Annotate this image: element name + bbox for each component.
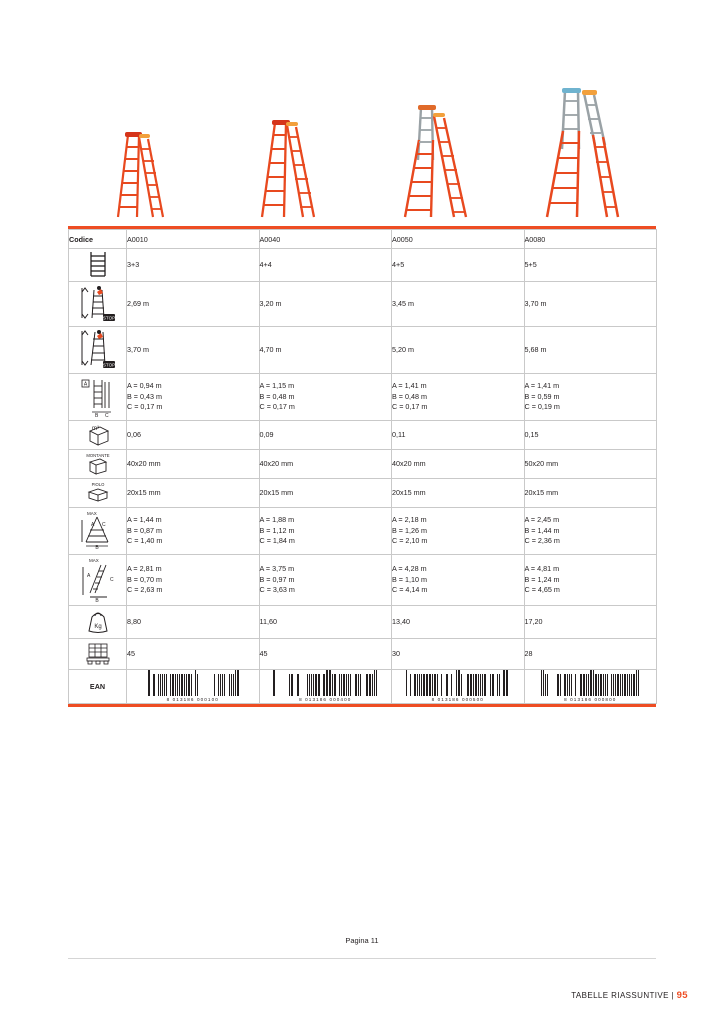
value-text: C = 1,40 m <box>127 536 163 546</box>
value-text: A = 2,45 m <box>524 515 560 525</box>
value-text: B = 1,12 m <box>259 525 295 535</box>
svg-text:C: C <box>109 577 114 583</box>
table-row <box>69 327 657 374</box>
value-text: 11,60 <box>259 616 277 626</box>
cell-value <box>259 508 392 555</box>
table-row <box>69 555 657 606</box>
svg-text:A: A <box>86 573 90 579</box>
cell-value <box>127 421 260 450</box>
cell-value <box>259 606 392 639</box>
header-code-a0050: A0050 <box>392 230 525 249</box>
ladder-illustration <box>537 85 629 225</box>
value-text: C = 0,19 m <box>524 402 560 412</box>
table-row <box>69 606 657 639</box>
header-code-a0080: A0080 <box>524 230 657 249</box>
value-text: 2,69 m <box>127 298 149 308</box>
value-text: A = 1,15 m <box>259 381 295 391</box>
ean-label: EAN <box>69 670 127 704</box>
cell-value <box>392 327 525 374</box>
cell-value <box>524 508 657 555</box>
barcode-number: 8 013186 000800 <box>564 697 617 702</box>
svg-text:B: B <box>94 545 99 551</box>
svg-text:B: B <box>94 598 99 603</box>
table-bottom-rule <box>68 704 656 707</box>
cell-value <box>524 282 657 327</box>
ladder-a0050-image <box>362 80 509 225</box>
product-image-row <box>68 80 656 225</box>
cell-value <box>524 606 657 639</box>
footer-section <box>571 990 688 1001</box>
value-text: C = 3,63 m <box>259 585 295 595</box>
cell-value <box>127 450 260 479</box>
cell-value <box>524 639 657 670</box>
value-text: C = 4,65 m <box>524 585 560 595</box>
table-row <box>69 508 657 555</box>
cell-value <box>524 479 657 508</box>
cell-value <box>127 479 260 508</box>
specification-table <box>68 226 656 707</box>
cell-value <box>127 374 260 421</box>
barcode-number: 8 013186 000500 <box>431 697 484 702</box>
value-text: A = 2,81 m <box>127 564 162 574</box>
cell-value <box>127 249 260 282</box>
cell-value <box>259 479 392 508</box>
value-text: 0,15 <box>524 429 539 439</box>
value-text: B = 0,59 m <box>524 391 560 401</box>
value-text: 0,06 <box>127 429 141 439</box>
value-text: B = 0,97 m <box>259 574 295 584</box>
ean-barcode-a0080 <box>524 670 657 704</box>
cell-value <box>259 374 392 421</box>
cell-value <box>392 555 525 606</box>
cubic-meter-icon <box>69 421 127 450</box>
montante-profile-icon <box>69 450 127 479</box>
value-text: B = 0,70 m <box>127 574 162 584</box>
value-text: 17,20 <box>524 616 543 626</box>
value-text: C = 2,63 m <box>127 585 163 595</box>
ladder-a0080-image <box>509 80 656 225</box>
cell-value <box>259 327 392 374</box>
cell-value <box>259 421 392 450</box>
cell-value <box>524 421 657 450</box>
value-text: B = 1,24 m <box>524 574 560 584</box>
table-row <box>69 249 657 282</box>
barcode-bars <box>541 670 640 696</box>
table-row-ean <box>69 670 657 704</box>
value-text: A = 1,41 m <box>524 381 560 391</box>
footer-page-number: 95 <box>676 990 688 1001</box>
value-text: C = 0,17 m <box>127 402 163 412</box>
barcode-number: 8 013186 000400 <box>299 697 352 702</box>
cell-value <box>392 282 525 327</box>
cell-value <box>127 555 260 606</box>
cell-value <box>524 327 657 374</box>
value-text: B = 0,43 m <box>127 391 162 401</box>
weight-kg-icon <box>69 606 127 639</box>
value-text: C = 4,14 m <box>392 585 428 595</box>
svg-text:MAX: MAX <box>88 558 99 563</box>
header-code-a0040: A0040 <box>259 230 392 249</box>
value-text: B = 1,26 m <box>392 525 427 535</box>
cell-value <box>524 374 657 421</box>
svg-text:STOP: STOP <box>102 315 115 321</box>
table-row <box>69 421 657 450</box>
svg-text:Kg: Kg <box>93 624 102 630</box>
svg-text:STOP: STOP <box>102 362 115 368</box>
value-text: B = 1,10 m <box>392 574 427 584</box>
value-text: 28 <box>524 648 533 658</box>
ladder-a0040-image <box>215 80 362 225</box>
value-text: 3+3 <box>127 259 140 269</box>
value-text: 20x15 mm <box>127 487 161 497</box>
cell-value <box>259 249 392 282</box>
svg-text:PIOLO: PIOLO <box>91 482 104 487</box>
value-text: 50x20 mm <box>524 458 559 468</box>
cell-value <box>127 508 260 555</box>
ladder-extended-stop-icon <box>69 327 127 374</box>
value-text: 0,09 <box>259 429 274 439</box>
cell-value <box>259 450 392 479</box>
value-text: A = 0,94 m <box>127 381 162 391</box>
ladder-closed-stop-icon <box>69 282 127 327</box>
value-text: 4+5 <box>392 259 405 269</box>
barcode <box>406 670 509 702</box>
ladder-steps-icon <box>69 249 127 282</box>
cell-value <box>392 479 525 508</box>
table-row <box>69 450 657 479</box>
value-text: B = 0,87 m <box>127 525 162 535</box>
cell-value <box>259 555 392 606</box>
value-text: 0,11 <box>392 429 406 439</box>
value-text: 4+4 <box>259 259 272 269</box>
value-text: 45 <box>259 648 268 658</box>
cell-value <box>127 606 260 639</box>
table-header-row <box>69 230 657 249</box>
table-row <box>69 374 657 421</box>
value-text: A = 3,75 m <box>259 564 295 574</box>
value-text: A = 4,81 m <box>524 564 560 574</box>
svg-text:MAX: MAX <box>86 511 97 516</box>
value-text: 3,45 m <box>392 298 414 308</box>
barcode <box>146 670 240 702</box>
value-text: 40x20 mm <box>259 458 294 468</box>
svg-text:C: C <box>101 522 106 528</box>
barcode-bars <box>273 670 378 696</box>
ladder-illustration <box>251 115 327 225</box>
ladder-illustration <box>394 100 478 225</box>
cell-value <box>392 508 525 555</box>
cell-value <box>392 249 525 282</box>
value-text: 3,70 m <box>127 344 149 354</box>
value-text: 8,80 <box>127 616 141 626</box>
value-text: 40x20 mm <box>392 458 426 468</box>
ladder-illustration <box>106 125 178 225</box>
footer-section-title: TABELLE RIASSUNTIVE | <box>571 991 674 1000</box>
value-text: 13,40 <box>392 616 410 626</box>
value-text: C = 0,17 m <box>259 402 295 412</box>
piolo-profile-icon <box>69 479 127 508</box>
value-text: 3,70 m <box>524 298 547 308</box>
barcode-bars <box>406 670 509 696</box>
table-row <box>69 479 657 508</box>
barcode-number: 8 013186 000100 <box>166 697 219 702</box>
cell-value <box>127 327 260 374</box>
spec-table <box>68 229 657 704</box>
value-text: 45 <box>127 648 135 658</box>
page-label: Pagina 11 <box>345 936 379 945</box>
max-lean-icon <box>69 555 127 606</box>
value-text: 4,70 m <box>259 344 282 354</box>
value-text: 20x15 mm <box>524 487 559 497</box>
ean-barcode-a0010 <box>127 670 260 704</box>
footer-divider <box>68 958 656 959</box>
cell-value <box>127 282 260 327</box>
value-text: 5,20 m <box>392 344 414 354</box>
value-text: 20x15 mm <box>392 487 426 497</box>
value-text: A = 1,44 m <box>127 515 162 525</box>
ladder-a0010-image <box>68 80 215 225</box>
dimensions-abc-icon <box>69 374 127 421</box>
cell-value <box>392 639 525 670</box>
table-row <box>69 639 657 670</box>
value-text: C = 2,10 m <box>392 536 428 546</box>
value-text: C = 0,17 m <box>392 402 428 412</box>
cell-value <box>524 555 657 606</box>
value-text: 3,20 m <box>259 298 282 308</box>
value-text: 40x20 mm <box>127 458 161 468</box>
value-text: A = 2,18 m <box>392 515 427 525</box>
cell-value <box>392 374 525 421</box>
value-text: 5+5 <box>524 259 537 269</box>
table-row <box>69 282 657 327</box>
svg-text:A: A <box>83 381 87 388</box>
cell-value <box>127 639 260 670</box>
value-text: 30 <box>392 648 400 658</box>
header-code-a0010: A0010 <box>127 230 260 249</box>
cell-value <box>392 450 525 479</box>
value-text: C = 1,84 m <box>259 536 295 546</box>
cell-value <box>392 606 525 639</box>
pallet-icon <box>69 639 127 670</box>
barcode <box>273 670 378 702</box>
cell-value <box>259 639 392 670</box>
ean-barcode-a0050 <box>392 670 525 704</box>
value-text: A = 1,88 m <box>259 515 295 525</box>
svg-text:m³: m³ <box>91 426 99 432</box>
value-text: A = 4,28 m <box>392 564 427 574</box>
header-code-label: Codice <box>69 230 127 249</box>
ean-barcode-a0040 <box>259 670 392 704</box>
max-a-frame-icon <box>69 508 127 555</box>
value-text: 5,68 m <box>524 344 547 354</box>
value-text: B = 0,48 m <box>259 391 295 401</box>
svg-text:MONTANTE: MONTANTE <box>85 453 110 458</box>
cell-value <box>524 249 657 282</box>
barcode-bars <box>146 670 240 696</box>
svg-text:A: A <box>90 522 94 528</box>
value-text: B = 1,44 m <box>524 525 560 535</box>
svg-text:C: C <box>104 413 109 418</box>
barcode <box>541 670 640 702</box>
value-text: B = 0,48 m <box>392 391 427 401</box>
value-text: 20x15 mm <box>259 487 294 497</box>
value-text: A = 1,41 m <box>392 381 427 391</box>
value-text: C = 2,36 m <box>524 536 560 546</box>
svg-text:B: B <box>94 413 98 418</box>
cell-value <box>259 282 392 327</box>
cell-value <box>392 421 525 450</box>
cell-value <box>524 450 657 479</box>
